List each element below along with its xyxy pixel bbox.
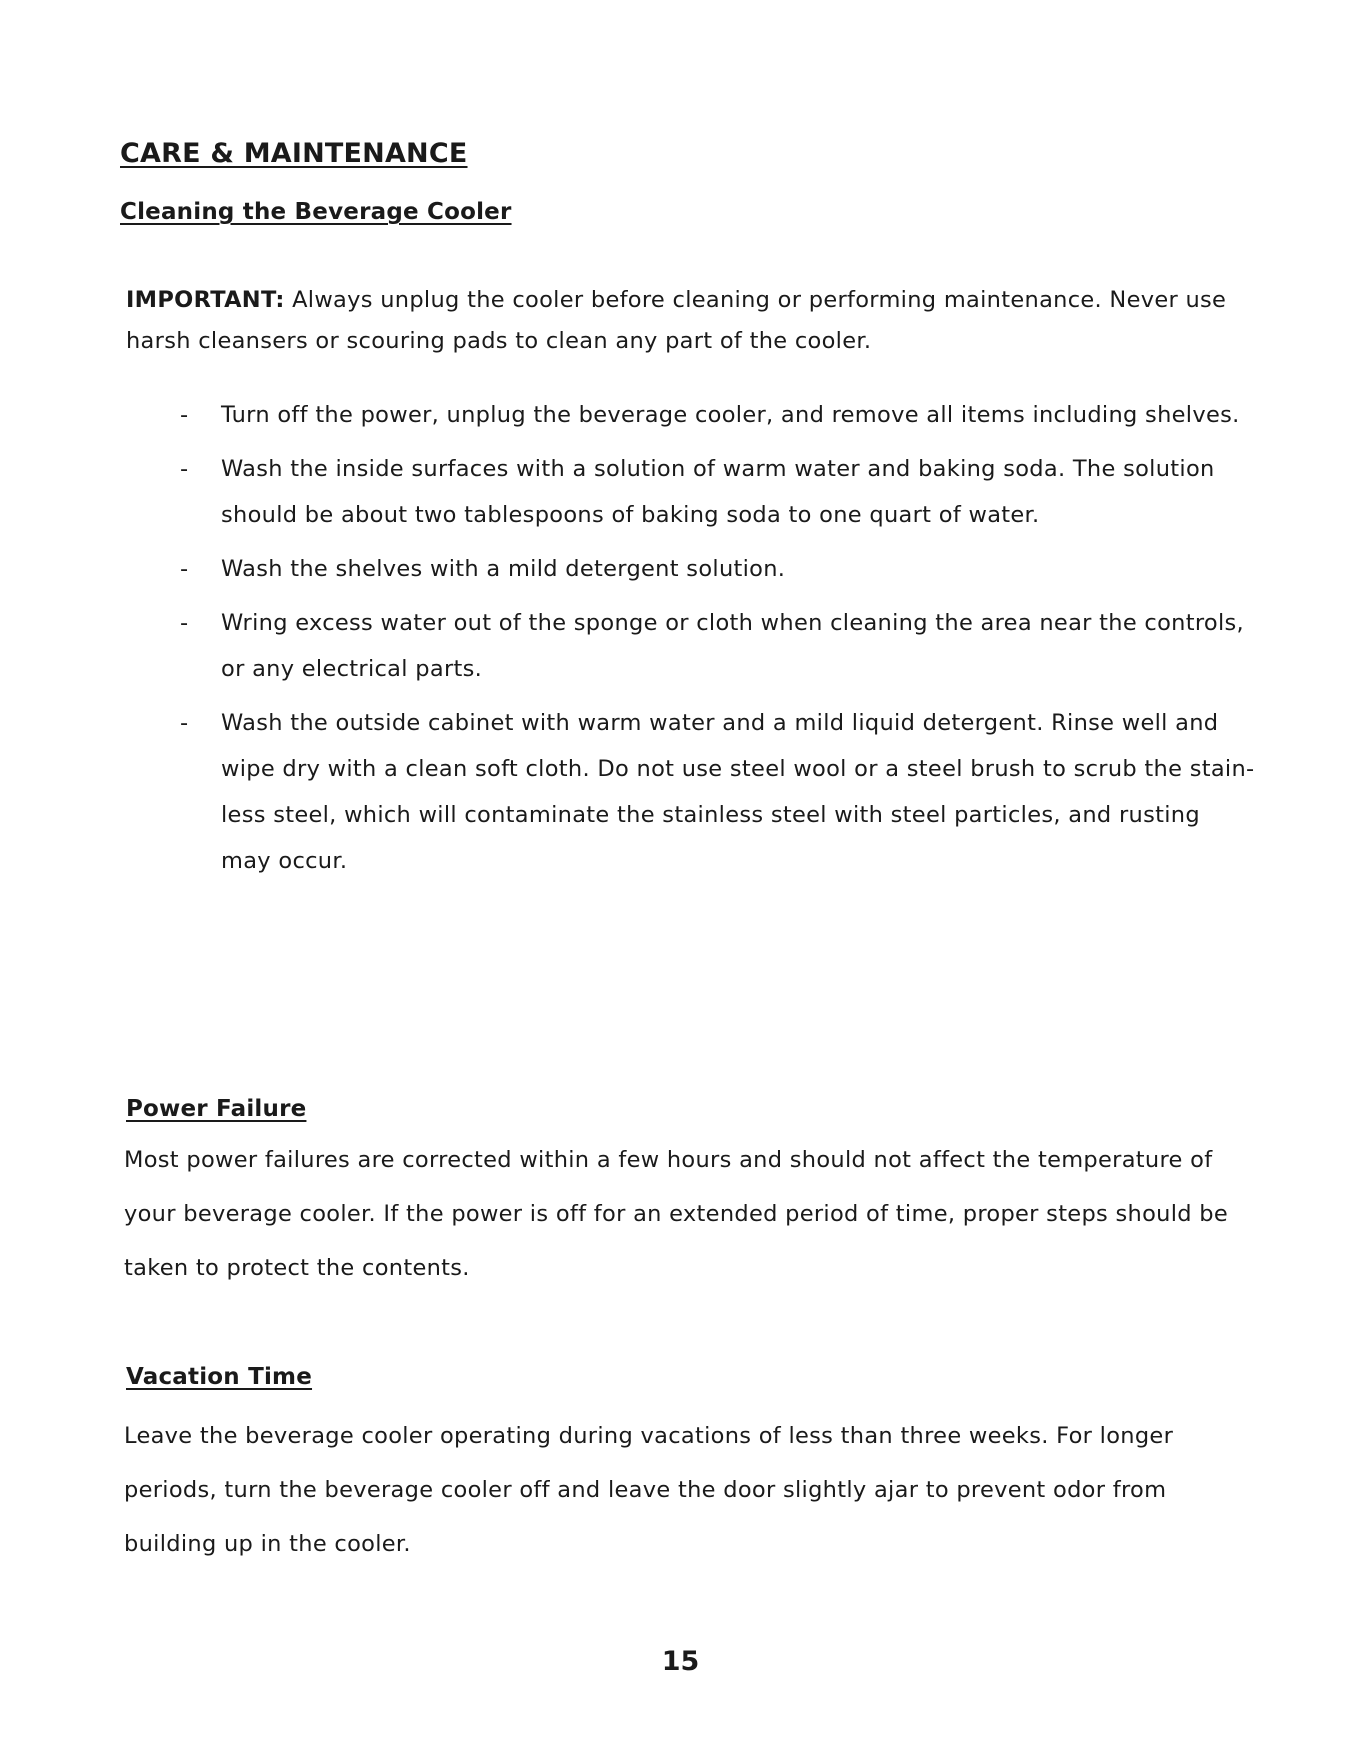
list-item xyxy=(126,600,1256,692)
bullet-marker: - xyxy=(180,556,189,582)
section-heading-vacation-time: Vacation Time xyxy=(126,1364,313,1390)
important-note xyxy=(126,280,1266,362)
list-item xyxy=(126,546,1256,592)
list-item-text: Wash the inside surfaces with a solution of warm water and baking soda. The solution should be about two tablespoons of baking soda to one quart of water. xyxy=(221,456,1215,528)
page-number: 15 xyxy=(661,1646,700,1677)
bullet-marker: - xyxy=(180,710,189,736)
cleaning-steps-list xyxy=(126,392,1256,892)
bullet-marker: - xyxy=(180,402,189,428)
section-heading-power-failure: Power Failure xyxy=(126,1096,307,1122)
section-heading-cleaning: Cleaning the Beverage Cooler xyxy=(120,199,512,225)
bullet-marker: - xyxy=(180,610,189,636)
list-item-text: Turn off the power, unplug the beverage cooler, and remove all items including shelves. xyxy=(221,402,1240,428)
list-item-text: Wring excess water out of the sponge or cloth when cleaning the area near the controls, or any electrical parts. xyxy=(221,610,1244,682)
important-label: IMPORTANT: xyxy=(126,287,285,313)
list-item xyxy=(126,392,1256,438)
important-text: Always unplug the cooler before cleaning or performing maintenance. Never use harsh cleansers or scouring pads to clean any part of the cooler. xyxy=(126,287,1227,354)
list-item xyxy=(126,700,1256,884)
list-item-text: Wash the shelves with a mild detergent solution. xyxy=(221,556,786,582)
page-title: CARE & MAINTENANCE xyxy=(120,138,468,169)
power-failure-paragraph: Most power failures are corrected within a few hours and should not affect the temperature of your beverage cooler. If the power is off for an extended period of time, proper steps should be taken to protect the contents. xyxy=(124,1147,1229,1281)
list-item xyxy=(126,446,1256,538)
bullet-marker: - xyxy=(180,456,189,482)
list-item-text: Wash the outside cabinet with warm water and a mild liquid detergent. Rinse well and wipe dry with a clean soft cloth. Do not use steel wool or a steel brush to scrub the stain-less steel, which will contaminate the stainless steel with steel particles, and rusting may occur. xyxy=(221,710,1255,874)
vacation-time-paragraph: Leave the beverage cooler operating during vacations of less than three weeks. For longer periods, turn the beverage cooler off and leave the door slightly ajar to prevent odor from building up in the cooler. xyxy=(124,1423,1174,1557)
